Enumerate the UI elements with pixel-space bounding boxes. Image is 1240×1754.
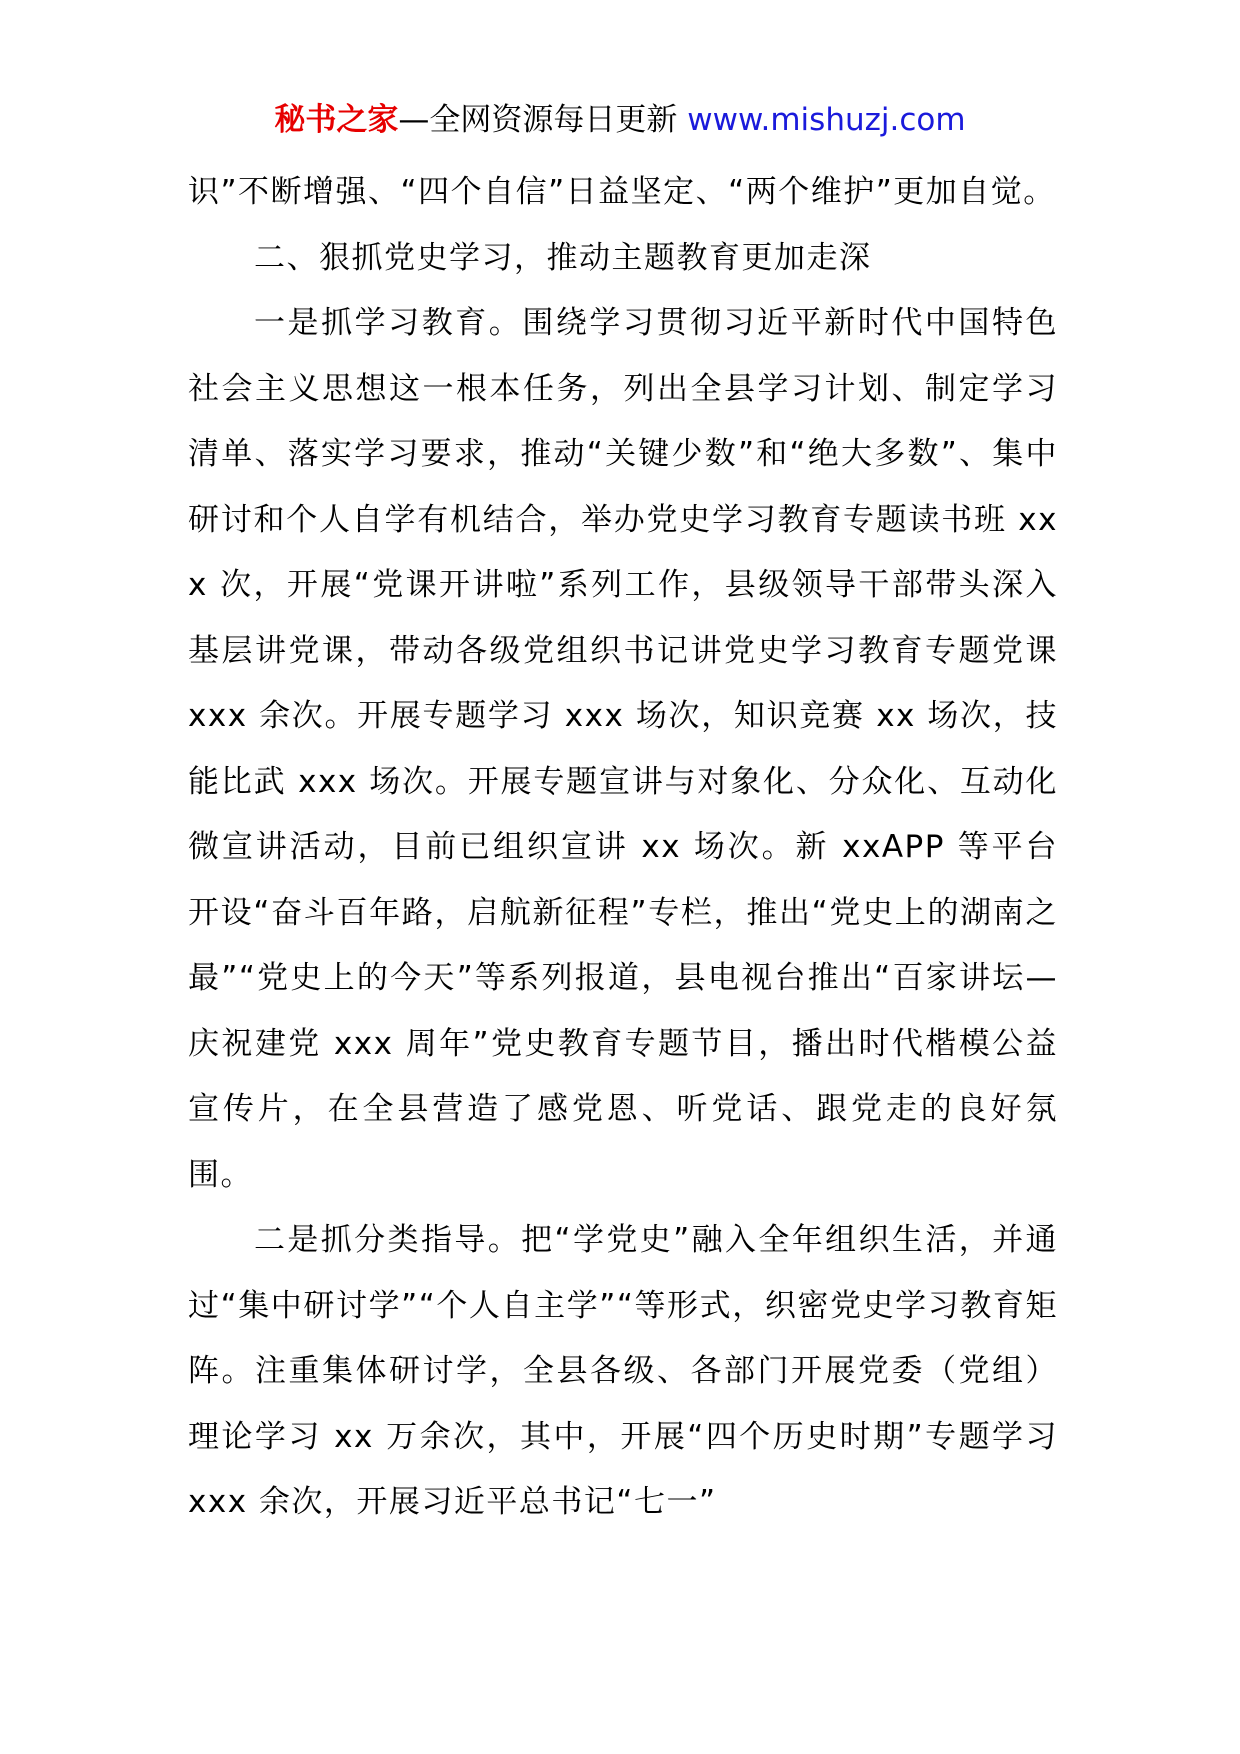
paragraph-learning-education: 一是抓学习教育。围绕学习贯彻习近平新时代中国特色社会主义思想这一根本任务，列出全县学习计划、制定学习清单、落实学习要求，推动“关键少数”和“绝大多数”、集中研讨和个人自学有机结合，举办党史学习教育专题读书班 xxx 次，开展“党课开讲啦”系列工作，县级领导干部带头深入基层讲党课，带动各级党组织书记讲党史学习教育专题党课 xxx 余次。开展专题学习 xxx 场次，知识竞赛 xx 场次，技能比武 xxx 场次。开展专题宣讲与对象化、分众化、互动化微宣讲活动，目前已组织宣讲 xx 场次。新 xxAPP 等平台开设“奋斗百年路，启航新征程”专栏，推出“党史上的湖南之最”“党史上的今天”等系列报道，县电视台推出“百家讲坛—庆祝建党 xxx 周年”党史教育专题节目，播出时代楷模公益宣传片，在全县营造了感党恩、听党话、跟党走的良好氛围。 bbox=[188, 305, 1058, 1193]
document-header bbox=[0, 98, 1240, 142]
paragraph-classified-guidance: 二是抓分类指导。把“学党史”融入全年组织生活，并通过“集中研讨学”“个人自主学”“等形式，织密党史学习教育矩阵。注重集体研讨学，全县各级、各部门开展党委（党组）理论学习 xx 万余次，其中，开展“四个历史时期”专题学习 xxx 余次，开展习近平总书记“七一” bbox=[188, 1222, 1058, 1520]
document-body bbox=[188, 160, 1058, 1536]
header-url[interactable]: www.mishuzj.com bbox=[687, 102, 966, 138]
header-tagline: —全网资源每日更新 bbox=[398, 102, 688, 138]
continuation-paragraph: 识”不断增强、“四个自信”日益坚定、“两个维护”更加自觉。 bbox=[188, 174, 1056, 210]
section-heading: 二、狠抓党史学习，推动主题教育更加走深 bbox=[254, 239, 872, 276]
header-brand: 秘书之家 bbox=[274, 102, 399, 138]
